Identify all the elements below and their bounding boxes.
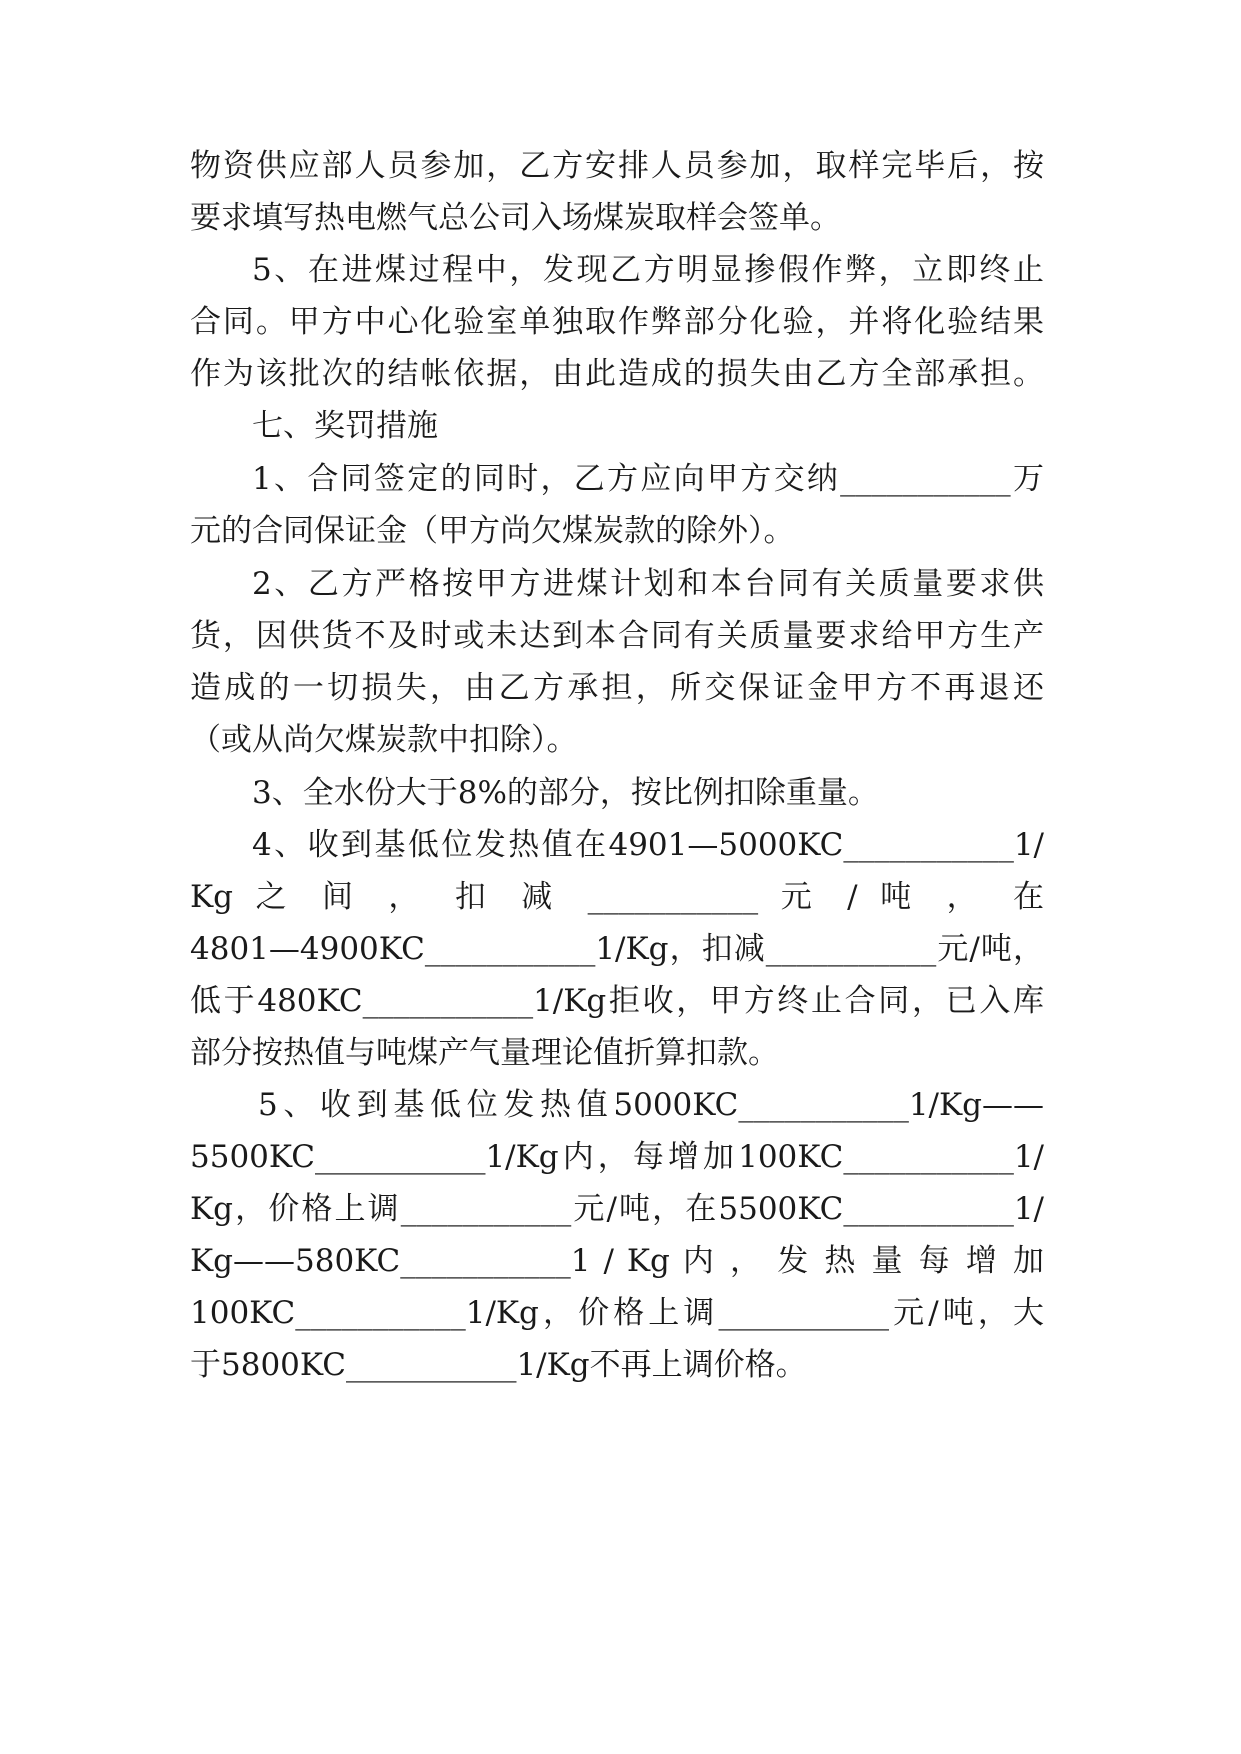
text-line-14: 4、收到基低位发热值在4901—5000KC___________1/ [252,827,1044,863]
text-line-11: 造成的一切损失，由乙方承担，所交保证金甲方不再退还 [190,670,1044,706]
text-line-3: 5、在进煤过程中，发现乙方明显掺假作弊，立即终止 [252,252,1044,288]
text-line-10: 货，因供货不及时或未达到本合同有关质量要求给甲方生产 [190,618,1044,654]
text-line-2: 要求填写热电燃气总公司入场煤炭取样会签单。 [190,200,841,236]
text-line-16: 4801—4900KC___________1/Kg，扣减___________元/吨， [190,931,1044,967]
text-line-22: Kg——580KC___________1 / Kg 内 ， 发 热 量 每 增 加 [190,1243,1044,1279]
text-line-18: 部分按热值与吨煤产气量理论值折算扣款。 [190,1035,779,1071]
text-line-8: 元的合同保证金（甲方尚欠煤炭款的除外）。 [190,513,795,549]
text-line-23: 100KC___________1/Kg，价格上调___________元/吨，大 [190,1295,1044,1331]
text-line-21: Kg，价格上调___________元/吨，在5500KC___________1/ [190,1191,1044,1227]
text-line-9: 2、乙方严格按甲方进煤计划和本台同有关质量要求供 [252,566,1044,602]
text-line-20: 5500KC___________1/Kg内，每增加100KC___________1/ [190,1139,1044,1175]
text-line-1: 物资供应部人员参加，乙方安排人员参加，取样完毕后，按 [190,148,1044,184]
text-line-4: 合同。甲方中心化验室单独取作弊部分化验，并将化验结果 [190,304,1044,340]
section-heading: 七、奖罚措施 [252,408,438,444]
text-line-15: Kg 之 间 ， 扣 减 ___________ 元 / 吨 ， 在 [190,879,1044,915]
text-line-17: 低于480KC___________1/Kg拒收，甲方终止合同，已入库 [190,983,1044,1019]
text-line-12: （或从尚欠煤炭款中扣除）。 [190,722,578,758]
text-line-19: 5、收到基低位发热值5000KC___________1/Kg—— [258,1087,1044,1123]
text-line-24: 于5800KC___________1/Kg不再上调价格。 [190,1347,807,1383]
text-line-13: 3、全水份大于8%的部分，按比例扣除重量。 [252,775,879,811]
text-line-7: 1、合同签定的同时，乙方应向甲方交纳___________万 [252,461,1044,497]
text-line-5: 作为该批次的结帐依据，由此造成的损失由乙方全部承担。 [190,356,1044,392]
